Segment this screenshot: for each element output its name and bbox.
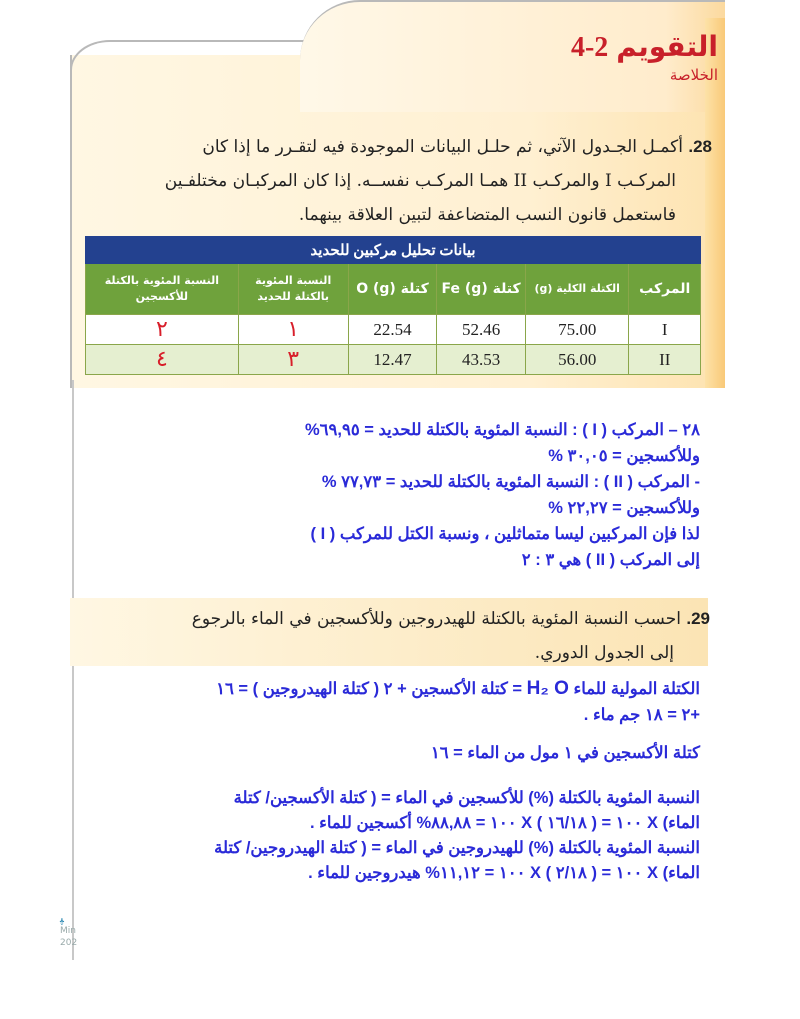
- cell-fe: 43.53: [437, 345, 526, 375]
- header-o-mass: كتلة O (g): [348, 264, 437, 315]
- answer-29-line5: الماء) X ١٠٠ = ( ١٦/١٨ ) X ١٠٠ = ٨٨,٨٨% أكسجين للماء .: [309, 814, 700, 832]
- answer-29-line7: الماء) X ١٠٠ = ( ٢/١٨ ) X ١٠٠ = ١١,١٢% هيدروجين للماء .: [308, 864, 700, 882]
- question-29-line1: احسب النسبة المئوية بالكتلة للهيدروجين وللأكسجين في الماء بالرجوع: [191, 609, 681, 629]
- cell-o-percent-handwritten: ٤: [86, 345, 239, 375]
- header-fe-percent: النسبة المئوية بالكتلة للحديد: [238, 264, 348, 315]
- water-formula: H₂ O: [526, 678, 569, 699]
- section-subtitle: الخلاصة: [669, 66, 718, 84]
- footer-line1: Min: [60, 926, 76, 936]
- cell-compound: II: [629, 345, 701, 375]
- answer-29-line6: النسبة المئوية بالكتلة (%) للهيدروجين في الماء = ( كتلة الهيدروجين/ كتلة: [214, 839, 700, 857]
- answer-29-line1: [100, 677, 700, 701]
- cell-total: 56.00: [525, 345, 629, 375]
- question-28-line2: المركـب I والمركـب II همـا المركـب نفســه. إذا كان المركبـان مختلفـين: [164, 171, 676, 191]
- left-margin-line: [72, 380, 74, 960]
- cell-compound: I: [629, 315, 701, 345]
- table-row: [86, 345, 701, 375]
- iron-compounds-table: [85, 236, 701, 375]
- answer-29-line1a: الكتلة المولية للماء: [573, 680, 700, 698]
- table-row: [86, 315, 701, 345]
- cell-fe: 52.46: [437, 315, 526, 345]
- answer-29-line4: النسبة المئوية بالكتلة (%) للأكسجين في الماء = ( كتلة الأكسجين/ كتلة: [233, 789, 700, 807]
- answer-28-line4: وللأكسجين = ٢٢,٢٧ %: [548, 499, 700, 517]
- answer-28-line3: - المركب ( II ) : النسبة المئوية بالكتلة للحديد = ٧٧,٧٣ %: [321, 473, 700, 491]
- cell-total: 75.00: [525, 315, 629, 345]
- answer-29-line2: +٢ = ١٨ جم ماء .: [583, 706, 700, 724]
- answer-28-line1: ٢٨ – المركب ( I ) : النسبة المئوية بالكتلة للحديد = ٦٩,٩٥%: [304, 421, 700, 439]
- cell-o-percent-handwritten: ٢: [86, 315, 239, 345]
- question-28: [82, 130, 712, 232]
- question-29: [90, 602, 710, 670]
- answer-28-line5: لذا فإن المركبين ليسا متماثلين ، ونسبة الكتل للمركب ( I ): [310, 525, 700, 543]
- answer-28-line2: وللأكسجين = ٣٠,٠٥ %: [548, 447, 700, 465]
- section-title-text: التقويم: [616, 30, 718, 63]
- question-28-line1: أكمـل الجـدول الآتي، ثم حلـل البيانات الموجودة فيه لتقـرر ما إذا كان: [202, 137, 683, 157]
- table-caption: بيانات تحليل مركبين للحديد: [86, 237, 701, 264]
- answer-28-line6: إلى المركب ( II ) هي ٣ : ٢: [521, 551, 700, 569]
- answer-29-line1b: = كتلة الأكسجين + ٢ ( كتلة الهيدروجين ) = ١٦: [216, 680, 523, 698]
- section-title: [571, 30, 718, 64]
- header-total-mass: الكتلة الكلية (g): [525, 264, 629, 315]
- answer-29-line3: كتلة الأكسجين في ١ مول من الماء = ١٦: [430, 744, 700, 762]
- cell-fe-percent-handwritten: ٣: [238, 345, 348, 375]
- question-29-line2: إلى الجدول الدوري.: [534, 643, 674, 663]
- cell-fe-percent-handwritten: ١: [238, 315, 348, 345]
- footer-line2: 202: [60, 938, 78, 948]
- header-o-percent: النسبة المئوية بالكتلة للأكسجين: [86, 264, 239, 315]
- header-compound: المركب: [629, 264, 701, 315]
- cell-o: 22.54: [348, 315, 437, 345]
- footer-mark: [60, 913, 77, 949]
- header-curve: [70, 40, 312, 82]
- question-28-number: 28.: [688, 137, 712, 156]
- header-fe-mass: كتلة Fe (g): [437, 264, 526, 315]
- section-number: 2-4: [570, 32, 609, 63]
- question-29-number: 29.: [686, 609, 710, 628]
- question-28-line3: فاستعمل قانون النسب المتضاعفة لتبين العلاقة بينهما.: [298, 205, 676, 225]
- publisher-logo-icon: ﭙ: [60, 911, 64, 926]
- cell-o: 12.47: [348, 345, 437, 375]
